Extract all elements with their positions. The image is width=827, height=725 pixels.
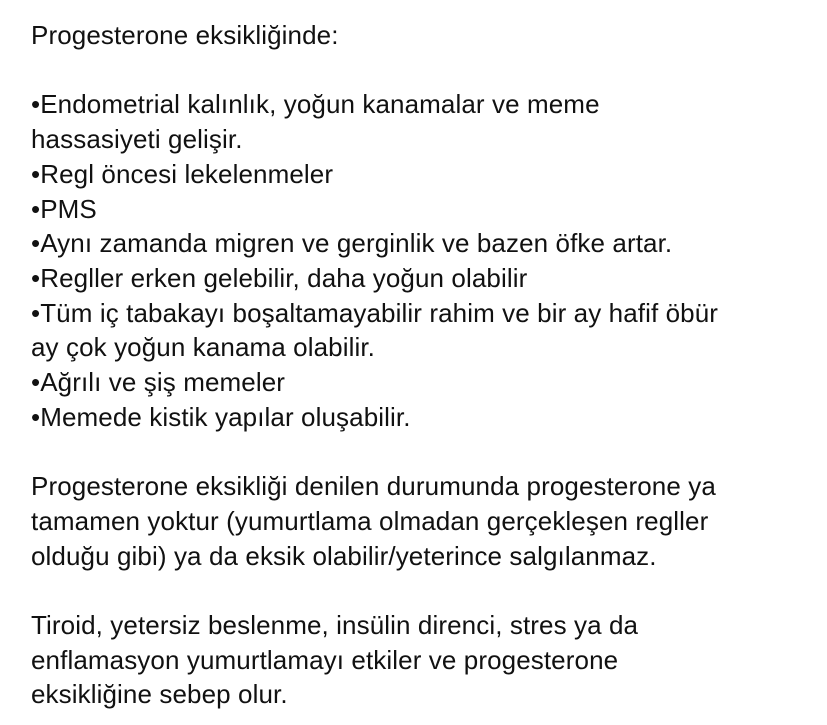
list-item-line: •Regller erken gelebilir, daha yoğun olabilir	[31, 262, 528, 293]
blank-line	[31, 434, 811, 469]
list-item-line: •PMS	[31, 193, 97, 224]
paragraph-line: Tiroid, yetersiz beslenme, insülin direnci, stres ya da	[31, 609, 639, 640]
list-item-line: ay çok yoğun kanama olabilir.	[31, 332, 375, 363]
list-item-line: •Tüm iç tabakayı boşaltamayabilir rahim ve bir ay hafif öbür	[31, 297, 719, 328]
list-item	[31, 192, 811, 227]
paragraph-line: Progesterone eksikliği denilen durumunda progesterone ya	[31, 471, 716, 502]
note-body	[31, 18, 811, 712]
list-item-line: hassasiyeti gelişir.	[31, 124, 243, 155]
paragraph-line: eksikliğine sebep olur.	[31, 679, 288, 710]
paragraph	[31, 469, 811, 573]
list-item	[31, 226, 811, 261]
list-item-line: •Memede kistik yapılar oluşabilir.	[31, 401, 411, 432]
paragraph-line: tamamen yoktur (yumurtlama olmadan gerçekleşen regller	[31, 505, 709, 536]
paragraph-line: olduğu gibi) ya da eksik olabilir/yeterince salgılanmaz.	[31, 540, 657, 571]
paragraph-line: enflamasyon yumurtlamayı etkiler ve progesterone	[31, 644, 619, 675]
list-item	[31, 157, 811, 192]
list-item	[31, 87, 811, 156]
list-item-line: •Aynı zamanda migren ve gerginlik ve bazen öfke artar.	[31, 228, 673, 259]
list-item	[31, 365, 811, 400]
blank-line	[31, 573, 811, 608]
list-item-line: •Endometrial kalınlık, yoğun kanamalar ve meme	[31, 89, 600, 120]
list-item-line: •Ağrılı ve şiş memeler	[31, 367, 286, 398]
symptom-list	[31, 87, 811, 434]
list-item	[31, 296, 811, 365]
paragraph	[31, 608, 811, 712]
list-item	[31, 261, 811, 296]
blank-line	[31, 53, 811, 88]
list-item	[31, 400, 811, 435]
list-item-line: •Regl öncesi lekelenmeler	[31, 158, 334, 189]
heading: Progesterone eksikliğinde:	[31, 20, 339, 50]
